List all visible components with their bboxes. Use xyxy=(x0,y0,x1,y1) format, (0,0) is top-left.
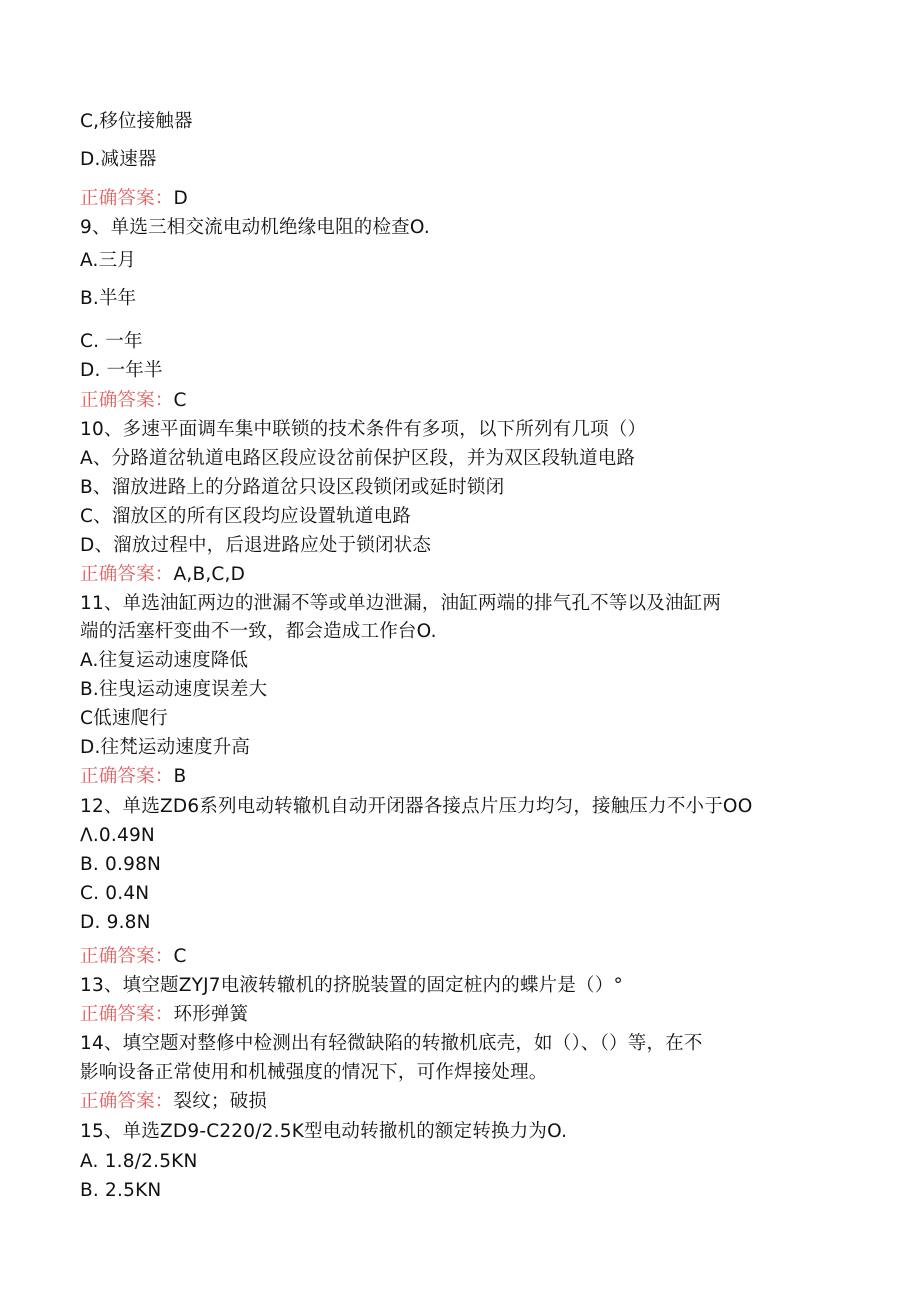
answer-label: 正确答案： xyxy=(80,1004,174,1025)
answer-value: C xyxy=(173,390,187,411)
answer-label: 正确答案： xyxy=(80,766,174,787)
option-line: B、溜放进路上的分路道岔只设区段锁闭或延时锁闭 xyxy=(80,477,505,498)
option-line: B.往曳运动速度误差大 xyxy=(80,679,268,700)
answer-label: 正确答案： xyxy=(80,390,174,411)
option-line: B. 2.5KN xyxy=(80,1180,162,1201)
answer-line xyxy=(80,765,186,789)
answer-line xyxy=(80,945,187,969)
option-line: C,移位接触器 xyxy=(80,111,193,132)
question-line: 14、填空题对整修中检测出有轻微缺陷的转撤机底壳，如（）、（）等，在不 xyxy=(80,1033,703,1054)
question-line: 端的活塞杆变曲不一致，都会造成工作台O. xyxy=(80,621,437,642)
question-line: 15、单选ZD9-C220/2.5K型电动转撤机的额定转换力为O. xyxy=(80,1121,568,1142)
option-line: A、分路道岔轨道电路区段应设岔前保护区段，并为双区段轨道电路 xyxy=(80,448,636,469)
answer-value: B xyxy=(173,766,187,787)
option-line: C. 0.4N xyxy=(80,883,150,904)
answer-label: 正确答案： xyxy=(80,564,174,585)
option-line: C. 一年 xyxy=(80,331,143,352)
option-line: Λ.0.49N xyxy=(80,825,155,846)
question-line: 9、单选三相交流电动机绝缘电阻的检查O. xyxy=(80,217,430,238)
answer-line xyxy=(80,187,188,211)
option-line: D. 一年半 xyxy=(80,360,163,381)
option-line: A. 1.8/2.5KN xyxy=(80,1151,198,1172)
option-line: D.往梵运动速度升高 xyxy=(80,737,251,758)
answer-label: 正确答案： xyxy=(80,188,174,209)
option-line: B. 0.98N xyxy=(80,854,162,875)
answer-label: 正确答案： xyxy=(80,1091,174,1112)
answer-line xyxy=(80,563,245,587)
option-line: A.往复运动速度降低 xyxy=(80,650,249,671)
question-line: 影响设备正常使用和机械强度的情况下，可作焊接处理。 xyxy=(80,1062,548,1083)
answer-line xyxy=(80,1003,248,1027)
option-line: C、溜放区的所有区段均应设置轨道电路 xyxy=(80,506,412,527)
option-line: D、溜放过程中，后退进路应处于锁闭状态 xyxy=(80,535,432,556)
answer-line xyxy=(80,389,187,413)
question-line: 10、多速平面调车集中联锁的技术条件有多项，以下所列有几项（） xyxy=(80,419,647,440)
answer-value: A,B,C,D xyxy=(173,564,246,585)
option-line: D.减速器 xyxy=(80,149,157,170)
answer-line xyxy=(80,1090,267,1114)
answer-label: 正确答案： xyxy=(80,946,174,967)
answer-value: C xyxy=(173,946,187,967)
question-line: 12、单选ZD6系列电动转辙机自动开闭器各接点片压力均匀，接触压力不小于OO xyxy=(80,796,753,817)
option-line: C低速爬行 xyxy=(80,708,168,729)
answer-value: 裂纹；破损 xyxy=(173,1091,268,1112)
answer-value: 环形弹簧 xyxy=(173,1004,249,1025)
option-line: A.三月 xyxy=(80,250,137,271)
question-line: 13、填空题ZYJ7电液转辙机的挤脱装置的固定桩内的蝶片是（）° xyxy=(80,975,623,996)
option-line: D. 9.8N xyxy=(80,912,151,933)
answer-value: D xyxy=(173,188,188,209)
option-line: B.半年 xyxy=(80,288,137,309)
question-line: 11、单选油缸两边的泄漏不等或单边泄漏，油缸两端的排气孔不等以及油缸两 xyxy=(80,593,722,614)
